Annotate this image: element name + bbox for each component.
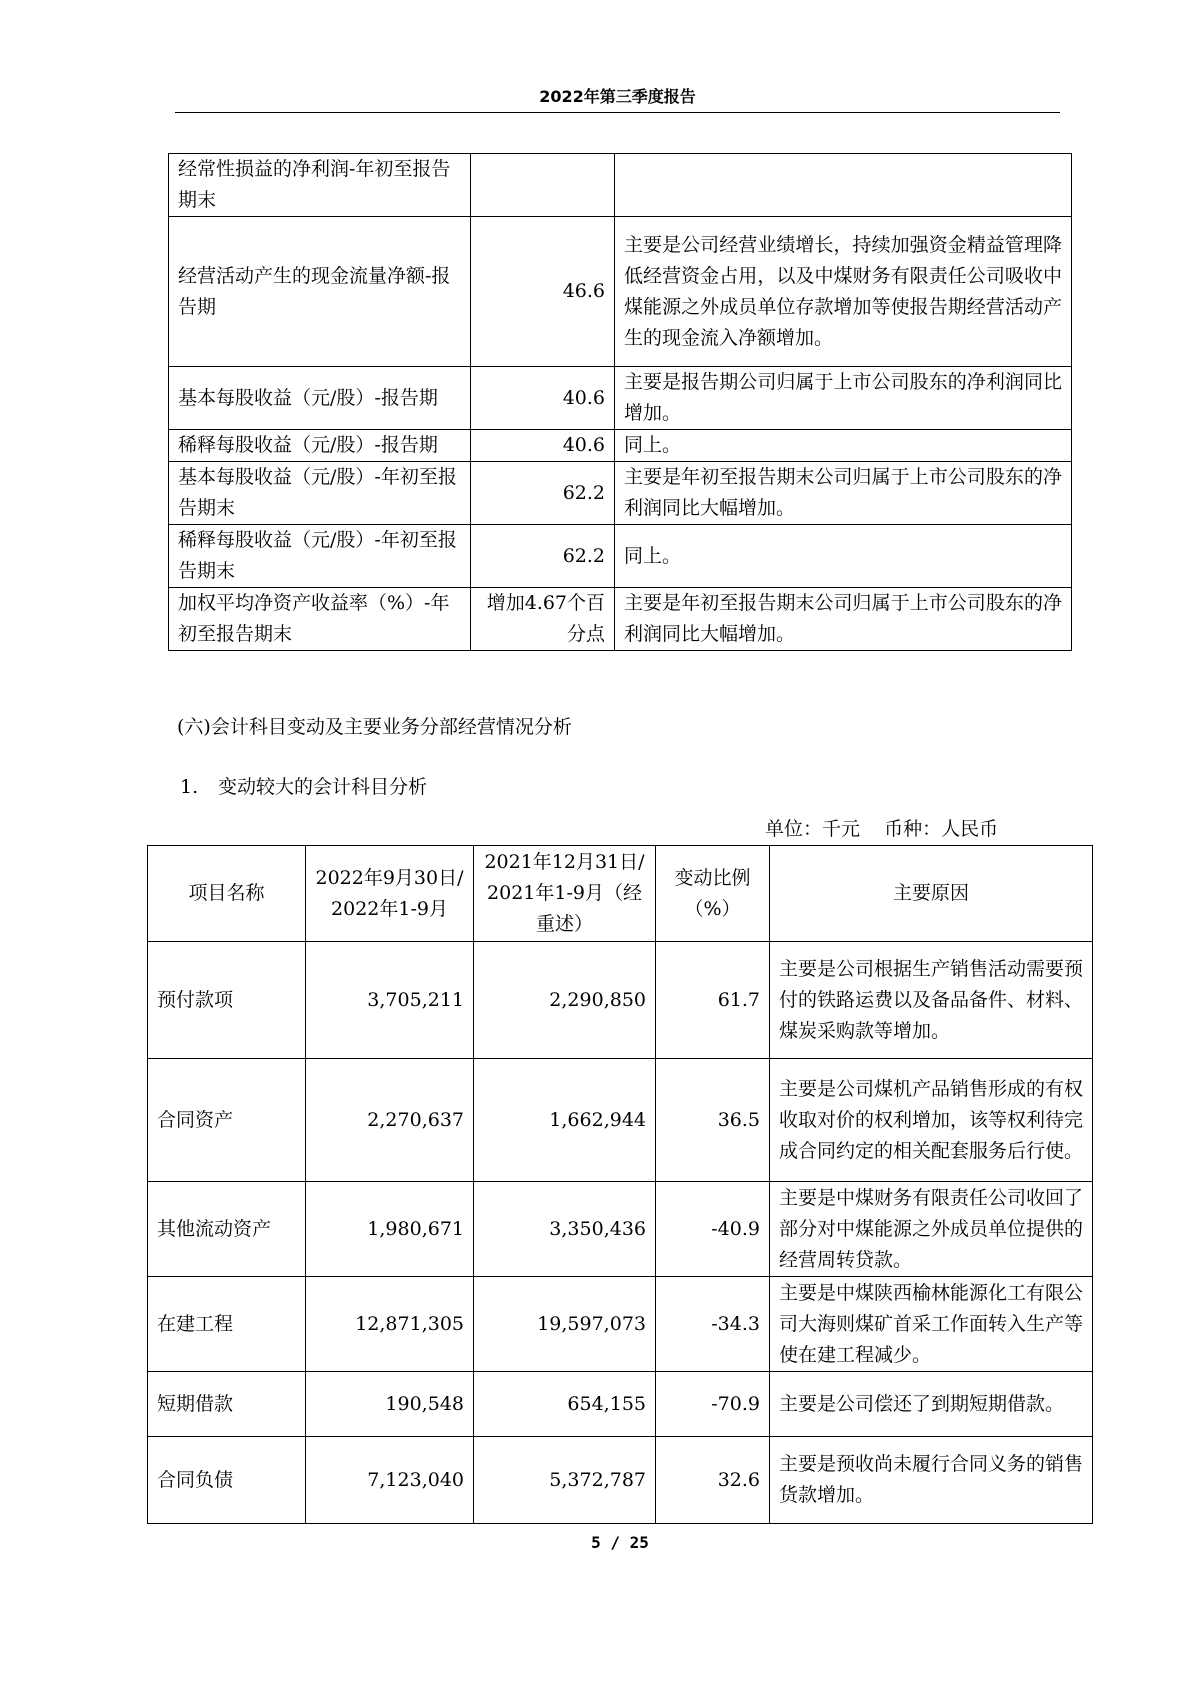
ratio-change-table-continued bbox=[168, 153, 1072, 651]
table-row bbox=[169, 430, 1072, 462]
current-value-cell: 7,123,040 bbox=[306, 1437, 474, 1524]
ratio-cell: 62.2 bbox=[471, 462, 615, 525]
ratio-cell: 增加4.67个百分点 bbox=[471, 588, 615, 651]
table-row bbox=[169, 462, 1072, 525]
table-row bbox=[148, 1182, 1093, 1277]
ratio-cell: 46.6 bbox=[471, 217, 615, 367]
ratio-cell: -70.9 bbox=[656, 1372, 770, 1437]
item-cell: 合同资产 bbox=[148, 1059, 306, 1182]
reason-cell: 同上。 bbox=[615, 430, 1072, 462]
table-row bbox=[148, 1437, 1093, 1524]
header-main-reason: 主要原因 bbox=[770, 846, 1093, 942]
reason-cell: 主要是年初至报告期末公司归属于上市公司股东的净利润同比大幅增加。 bbox=[615, 588, 1072, 651]
ratio-cell: 40.6 bbox=[471, 367, 615, 430]
item-cell: 加权平均净资产收益率（%）-年初至报告期末 bbox=[169, 588, 471, 651]
current-value-cell: 1,980,671 bbox=[306, 1182, 474, 1277]
previous-value-cell: 5,372,787 bbox=[474, 1437, 656, 1524]
table-row bbox=[169, 525, 1072, 588]
reason-cell: 主要是公司经营业绩增长，持续加强资金精益管理降低经营资金占用，以及中煤财务有限责任公司吸收中煤能源之外成员单位存款增加等使报告期经营活动产生的现金流入净额增加。 bbox=[615, 217, 1072, 367]
item-cell: 经营活动产生的现金流量净额-报告期 bbox=[169, 217, 471, 367]
ratio-cell: 62.2 bbox=[471, 525, 615, 588]
reason-cell: 主要是报告期公司归属于上市公司股东的净利润同比增加。 bbox=[615, 367, 1072, 430]
page-number: 5 / 25 bbox=[591, 1533, 649, 1552]
reason-cell: 同上。 bbox=[615, 525, 1072, 588]
previous-value-cell: 19,597,073 bbox=[474, 1277, 656, 1372]
table-row bbox=[148, 1372, 1093, 1437]
subsection-heading bbox=[180, 772, 427, 802]
previous-value-cell: 3,350,436 bbox=[474, 1182, 656, 1277]
reason-cell: 主要是公司煤机产品销售形成的有权收取对价的权利增加，该等权利待完成合同约定的相关配套服务后行使。 bbox=[770, 1059, 1093, 1182]
current-value-cell: 3,705,211 bbox=[306, 942, 474, 1059]
header-previous-period: 2021年12月31日/2021年1-9月（经重述） bbox=[474, 846, 656, 942]
ratio-cell: -40.9 bbox=[656, 1182, 770, 1277]
table-row bbox=[169, 367, 1072, 430]
table-row bbox=[169, 154, 1072, 217]
reason-cell: 主要是中煤财务有限责任公司收回了部分对中煤能源之外成员单位提供的经营周转贷款。 bbox=[770, 1182, 1093, 1277]
item-cell: 在建工程 bbox=[148, 1277, 306, 1372]
item-cell: 稀释每股收益（元/股）-年初至报告期末 bbox=[169, 525, 471, 588]
table-row bbox=[148, 1277, 1093, 1372]
ratio-cell: 32.6 bbox=[656, 1437, 770, 1524]
current-value-cell: 12,871,305 bbox=[306, 1277, 474, 1372]
subsection-title: 变动较大的会计科目分析 bbox=[218, 776, 428, 798]
item-cell: 基本每股收益（元/股）-报告期 bbox=[169, 367, 471, 430]
table-header-row bbox=[148, 846, 1093, 942]
header-item: 项目名称 bbox=[148, 846, 306, 942]
table-row bbox=[148, 1059, 1093, 1182]
item-cell: 预付款项 bbox=[148, 942, 306, 1059]
table-row bbox=[148, 942, 1093, 1059]
item-cell: 稀释每股收益（元/股）-报告期 bbox=[169, 430, 471, 462]
table-row bbox=[169, 217, 1072, 367]
reason-cell: 主要是公司偿还了到期短期借款。 bbox=[770, 1372, 1093, 1437]
item-cell: 经常性损益的净利润-年初至报告期末 bbox=[169, 154, 471, 217]
page-header: 2022年第三季度报告 bbox=[539, 87, 696, 106]
ratio-cell: 36.5 bbox=[656, 1059, 770, 1182]
ratio-cell: 40.6 bbox=[471, 430, 615, 462]
reason-cell: 主要是公司根据生产销售活动需要预付的铁路运费以及备品备件、材料、煤炭采购款等增加。 bbox=[770, 942, 1093, 1059]
reason-cell: 主要是预收尚未履行合同义务的销售货款增加。 bbox=[770, 1437, 1093, 1524]
section-heading: (六)会计科目变动及主要业务分部经营情况分析 bbox=[177, 716, 572, 738]
reason-cell: 主要是年初至报告期末公司归属于上市公司股东的净利润同比大幅增加。 bbox=[615, 462, 1072, 525]
item-cell: 合同负债 bbox=[148, 1437, 306, 1524]
ratio-cell bbox=[471, 154, 615, 217]
table-row bbox=[169, 588, 1072, 651]
previous-value-cell: 654,155 bbox=[474, 1372, 656, 1437]
ratio-cell: 61.7 bbox=[656, 942, 770, 1059]
previous-value-cell: 2,290,850 bbox=[474, 942, 656, 1059]
current-value-cell: 2,270,637 bbox=[306, 1059, 474, 1182]
header-change-ratio: 变动比例（%） bbox=[656, 846, 770, 942]
reason-cell bbox=[615, 154, 1072, 217]
item-cell: 其他流动资产 bbox=[148, 1182, 306, 1277]
item-cell: 短期借款 bbox=[148, 1372, 306, 1437]
subsection-index: 1. bbox=[180, 776, 199, 798]
account-change-table bbox=[147, 845, 1093, 1524]
item-cell: 基本每股收益（元/股）-年初至报告期末 bbox=[169, 462, 471, 525]
header-current-period: 2022年9月30日/2022年1-9月 bbox=[306, 846, 474, 942]
ratio-cell: -34.3 bbox=[656, 1277, 770, 1372]
header-divider bbox=[175, 112, 1060, 113]
reason-cell: 主要是中煤陕西榆林能源化工有限公司大海则煤矿首采工作面转入生产等使在建工程减少。 bbox=[770, 1277, 1093, 1372]
previous-value-cell: 1,662,944 bbox=[474, 1059, 656, 1182]
current-value-cell: 190,548 bbox=[306, 1372, 474, 1437]
unit-currency-note: 单位：千元 币种：人民币 bbox=[765, 818, 999, 840]
